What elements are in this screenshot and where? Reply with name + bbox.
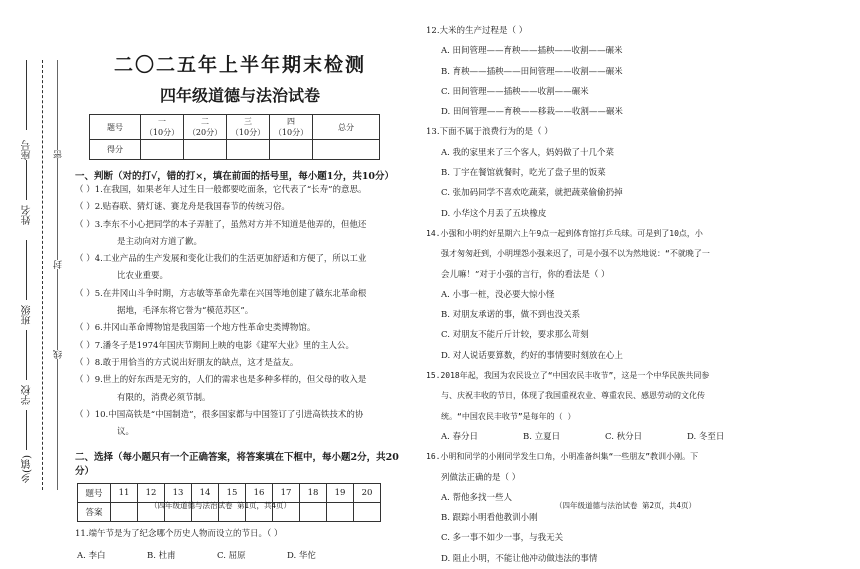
school-label: 学校 bbox=[22, 385, 33, 405]
answer-header-label: 题号 bbox=[78, 484, 111, 503]
footer-page-1: （四年级道德与法治试卷 第1页，共4页） bbox=[150, 501, 292, 510]
class-blank[interactable] bbox=[26, 240, 27, 300]
option-d[interactable]: D. 对人说话要算数，约好的事情要时刻放在心上 bbox=[441, 350, 623, 361]
option-d[interactable]: D. 阻止小明，不能让他冲动做违法的事情 bbox=[441, 553, 598, 564]
answer-number: 18 bbox=[300, 484, 327, 503]
score-header-cell: 题号 bbox=[90, 115, 141, 140]
option-b[interactable]: B. 立夏日 bbox=[523, 431, 561, 442]
option-c[interactable]: C. 屈原 bbox=[217, 550, 246, 561]
option-d[interactable]: D. 冬至日 bbox=[687, 431, 725, 442]
tf-item[interactable]: （ ）5.在井冈山斗争时期，方志敏等革命先辈在兴国等地创建了赣东北革命根 据地，毛泽东将它誉为“模范苏区”。 bbox=[75, 288, 367, 317]
answer-cell[interactable] bbox=[300, 503, 327, 522]
score-header-cell: 一 （10分） bbox=[141, 115, 184, 140]
question-stem-cont: 统。“中国农民丰收节”是每年的（ ） bbox=[441, 411, 576, 421]
tf-item[interactable]: （ ）6.井冈山革命博物馆是我国第一个地方性革命史类博物馆。 bbox=[75, 323, 316, 334]
option-c[interactable]: C. 多一事不如少一事，与我无关 bbox=[441, 533, 564, 544]
option-b[interactable]: B. 丁宇在餐馆就餐时，吃光了盘子里的饭菜 bbox=[441, 168, 606, 179]
option-a[interactable]: A. 李白 bbox=[77, 550, 106, 561]
exam-title: 二〇二五年上半年期末检测 bbox=[113, 54, 366, 76]
question-15 bbox=[426, 366, 826, 447]
answer-row-label: 答案 bbox=[78, 503, 111, 522]
seal-line bbox=[57, 60, 58, 490]
score-cell[interactable] bbox=[227, 140, 270, 160]
question-stem: 15.2018年起，我国为农民设立了“中国农民丰收节”，这是一个中华民族共同参 bbox=[426, 371, 710, 381]
option-d[interactable]: D. 田间管理——育秧——移栽——收割——碾米 bbox=[441, 107, 623, 118]
question-15-options bbox=[426, 427, 826, 447]
answer-number: 15 bbox=[219, 484, 246, 503]
right-column bbox=[426, 21, 826, 569]
question-stem: 13.下面不属于浪费行为的是（ ） bbox=[426, 127, 553, 138]
option-b[interactable]: B. 跟踪小明看他教训小刚 bbox=[441, 513, 538, 524]
option-a[interactable]: A. 小事一桩，没必要大惊小怪 bbox=[441, 289, 555, 300]
section1-list bbox=[75, 182, 405, 441]
name-blank[interactable] bbox=[26, 160, 27, 200]
township-blank[interactable] bbox=[26, 410, 27, 450]
option-c[interactable]: C. 对朋友不能斤斤计较，要求那么苛刻 bbox=[441, 330, 589, 341]
score-header-cell: 二 （20分） bbox=[184, 115, 227, 140]
option-a[interactable]: A. 春分日 bbox=[441, 431, 479, 442]
answer-number: 12 bbox=[138, 484, 165, 503]
name-label: 姓名 bbox=[22, 205, 33, 225]
score-cell[interactable] bbox=[270, 140, 313, 160]
score-cell[interactable] bbox=[184, 140, 227, 160]
answer-number: 20 bbox=[354, 484, 381, 503]
school-blank[interactable] bbox=[26, 330, 27, 380]
seat-number-blank[interactable] bbox=[26, 60, 27, 130]
seal-mark-xian: 线 bbox=[54, 350, 64, 359]
tf-item[interactable]: （ ）8.敢于用恰当的方式说出好朋友的缺点，这才是益友。 bbox=[75, 357, 299, 368]
score-cell[interactable] bbox=[141, 140, 184, 160]
answer-number: 11 bbox=[111, 484, 138, 503]
seal-mark-feng: 封 bbox=[54, 260, 64, 269]
option-d[interactable]: D. 小华这个月丢了五块橡皮 bbox=[441, 208, 547, 219]
answer-number: 17 bbox=[273, 484, 300, 503]
option-d[interactable]: D. 华佗 bbox=[287, 550, 316, 561]
answer-cell[interactable] bbox=[327, 503, 354, 522]
answer-number: 14 bbox=[192, 484, 219, 503]
score-table bbox=[89, 114, 380, 160]
option-c[interactable]: C. 秋分日 bbox=[605, 431, 643, 442]
question-14 bbox=[426, 224, 826, 366]
question-11-options bbox=[75, 549, 405, 561]
tf-item[interactable]: （ ）4.工业产品的生产发展和变化让我们的生活更加舒适和方便了，所以工业 比农业重要。 bbox=[75, 254, 367, 282]
answer-number: 19 bbox=[327, 484, 354, 503]
tf-item[interactable]: （ ）7.潘冬子是1974年国庆节期间上映的电影《建军大业》里的主人公。 bbox=[75, 340, 354, 351]
score-header-cell: 三 （10分） bbox=[227, 115, 270, 140]
cut-line bbox=[42, 60, 43, 490]
option-b[interactable]: B. 对朋友承诺的事，做不到也没关系 bbox=[441, 310, 581, 321]
question-12 bbox=[426, 21, 826, 122]
option-a[interactable]: A. 田间管理——育秧——插秧——收割——碾米 bbox=[441, 46, 623, 57]
question-11-stem: 11.端午节是为了纪念哪个历史人物而设立的节日。（ ） bbox=[75, 529, 283, 540]
tf-item[interactable]: （ ）3.李东不小心把同学的本子弄脏了，虽然对方并不知道是他弄的，但他还 是主动向对方道了歉。 bbox=[75, 219, 367, 247]
question-stem-cont: 强才匆匆赶到，小明埋怨小强来迟了，可是小强不以为然地说：“不就晚了一 bbox=[441, 249, 710, 259]
score-cell[interactable] bbox=[313, 140, 380, 160]
score-row-label: 得分 bbox=[90, 140, 141, 160]
tf-item[interactable]: （ ）10.中国高铁是“中国制造”，很多国家都与中国签订了引进高铁技术的协 议。 bbox=[75, 409, 364, 438]
answer-number: 13 bbox=[165, 484, 192, 503]
option-a[interactable]: A. 我的家里来了三个客人，妈妈做了十几个菜 bbox=[441, 147, 615, 158]
option-c[interactable]: C. 田间管理——插秧——收割——碾米 bbox=[441, 86, 589, 97]
answer-number: 16 bbox=[246, 484, 273, 503]
question-stem: 12.大米的生产过程是（ ） bbox=[426, 26, 528, 36]
tf-item[interactable]: （ ）1.在我国，如果老年人过生日一般都要吃面条，它代表了“长寿”的意思。 bbox=[75, 185, 367, 195]
answer-cell[interactable] bbox=[354, 503, 381, 522]
option-c[interactable]: C. 张加码同学不喜欢吃蔬菜，就把蔬菜偷偷扔掉 bbox=[441, 188, 623, 199]
question-13 bbox=[426, 122, 826, 223]
footer-page-2: （四年级道德与法治试卷 第2页，共4页） bbox=[555, 501, 697, 510]
option-b[interactable]: B. 杜甫 bbox=[147, 550, 176, 561]
option-a[interactable]: A. 帮他多找一些人 bbox=[441, 492, 513, 503]
section1-heading: 一、判断（对的打√，错的打×，填在前面的括号里，每小题1分，共10分） bbox=[75, 171, 395, 182]
question-stem-cont: 列做法正确的是（ ） bbox=[441, 472, 521, 483]
exam-subtitle: 四年级道德与法治试卷 bbox=[159, 86, 320, 105]
question-stem-cont: 会儿嘛！”对于小强的言行，你的看法是（ ） bbox=[441, 269, 610, 280]
section2-heading: 二、选择（每小题只有一个正确答案，将答案填在下框中，每小题2分，共20分） bbox=[75, 452, 399, 478]
binding-strip bbox=[0, 0, 70, 556]
left-column bbox=[75, 40, 405, 561]
option-b[interactable]: B. 育秧——插秧——田间管理——收割——碾米 bbox=[441, 66, 623, 77]
class-label: 班级 bbox=[22, 305, 33, 325]
seat-number-label: 座号 bbox=[22, 140, 33, 160]
township-label: 乡(镇) bbox=[22, 455, 33, 483]
question-stem-cont: 与、庆祝丰收的节日，体现了我国重视农业、尊重农民、感恩劳动的文化传 bbox=[441, 391, 705, 401]
tf-item[interactable]: （ ）2.贴春联、猜灯谜、赛龙舟是我国春节的传统习俗。 bbox=[75, 202, 290, 213]
question-stem: 16.小明和同学的小刚同学发生口角，小明准备纠集“一些朋友”教训小刚。下 bbox=[426, 452, 699, 462]
question-stem: 14.小强和小明约好星期六上午9点一起到体育馆打乒乓球。可是到了10点，小 bbox=[426, 228, 703, 238]
score-header-cell: 总分 bbox=[313, 115, 380, 140]
answer-cell[interactable] bbox=[111, 503, 138, 522]
tf-item[interactable]: （ ）9.世上的好东西是无穷的，人们的需求也是多种多样的，但父母的收入是 有限的，消费必须节制。 bbox=[75, 375, 367, 403]
seal-mark-mi: 密 bbox=[54, 150, 64, 159]
score-header-cell: 四 （10分） bbox=[270, 115, 313, 140]
